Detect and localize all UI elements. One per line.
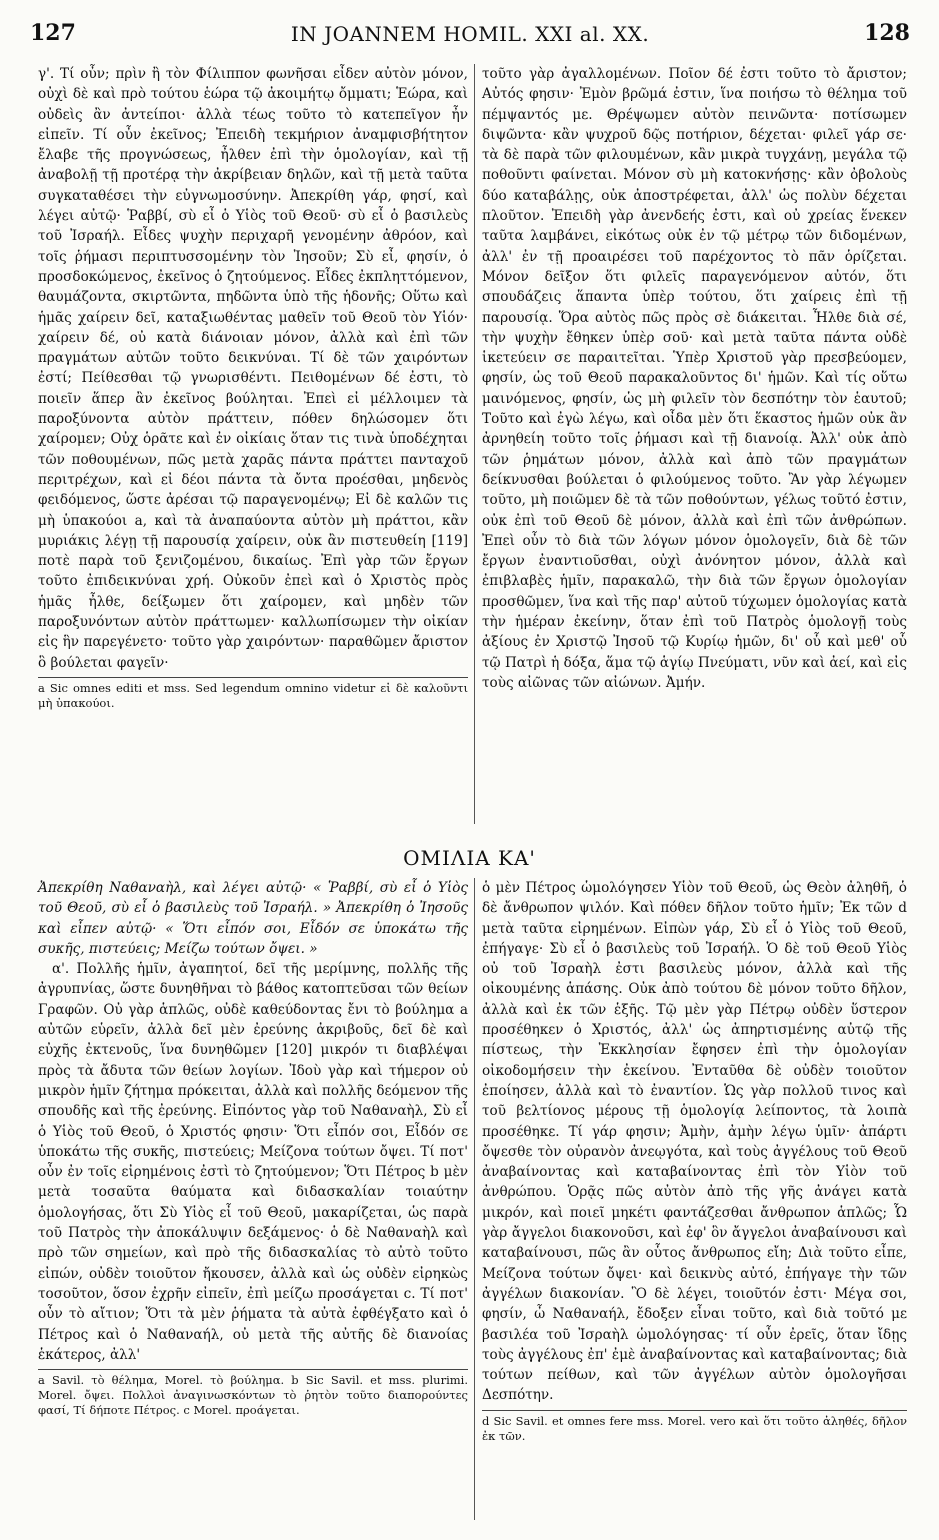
footnote: a Savil. τὸ θέλημα, Morel. τὸ βούλημα. b Sic Savil. et mss. plurimi. Morel. ὄψει. Πολλοὶ ἀναγινωσκόντων τὸ ῥητὸν τοῦτο διαπορούντες φασί, Τί δήποτε Πέτρος. c Morel. προάγεται. <box>38 1373 468 1418</box>
footnote-rule <box>38 1369 468 1370</box>
column-divider-upper <box>474 64 475 824</box>
body-text: α'. Πολλῆς ἡμῖν, ἀγαπητοί, δεῖ τῆς μερίμνης, πολλῆς τῆς ἀγρυπνίας, ὥστε δυνηθῆναι τὸ βάθος κατοπτεῦσαι τῶν θείων Γραφῶν. Οὐ γὰρ ἁπλῶς, οὐδὲ καθεύδοντας ἔνι τὸ βούλημα a αὐτῶν εὑρεῖν, ἀλλὰ δεῖ μὲν ἐρεύνης ἀκριβοῦς, δεῖ δὲ καὶ εὐχῆς ἐκτενοῦς, ἵνα δυνηθῶμεν [120] μικρόν τι διαβλέψαι πρὸς τὰ ἄδυτα τῶν θείων λογίων. Ἰδοὺ γὰρ καὶ τήμερον οὐ μικρὸν ἡμῖν ζήτημα πρόκειται, ἀλλὰ καὶ πολλῆς δεόμενον τῆς σπουδῆς καὶ τῆς ἐρεύνης. Εἰπόντος γὰρ τοῦ Ναθαναὴλ, Σὺ εἶ ὁ Υἱὸς τοῦ Θεοῦ, ὁ Χριστός φησιν· Ὅτι εἶπόν σοι, Εἶδόν σε ὑποκάτω τῆς συκῆς, πιστεύεις; Μείζονα τούτων ὄψει. Τί ποτ' οὖν ἐν τοῖς εἰρημένοις ἐστὶ τὸ ζητούμενον; Ὅτι Πέτρος b μὲν μετὰ τοσαῦτα θαύματα καὶ διδασκαλίαν τοιαύτην ὁμολογήσας, ὅτι Σὺ Υἱὸς εἶ τοῦ Θεοῦ, μακαρίζεται, ὡς παρὰ τοῦ Πατρὸς τὴν ἀποκάλυψιν δεξάμενος· ὁ δὲ Ναθαναὴλ καὶ πρὸ τῶν σημείων, καὶ πρὸ τῆς διδασκαλίας τὸ αὐτὸ τοῦτο εἰπών, οὐδὲν τοιοῦτον ἤκουσεν, ἀλλὰ καὶ ὡς οὐδὲν εἰρηκὼς τοσοῦτον, ὅσον ἐχρῆν εἰπεῖν, ἐπὶ μείζω προσάγεται c. Τί ποτ' οὖν τὸ αἴτιον; Ὅτι τὰ μὲν ῥήματα τὰ αὐτὰ ἐφθέγξατο καὶ ὁ Πέτρος καὶ ὁ Ναθαναήλ, οὐ μετὰ τῆς αὐτῆς δὲ διανοίας ἑκάτερος, ἀλλ' <box>38 961 468 1363</box>
running-header <box>30 20 910 52</box>
column-lower-right <box>482 878 907 1444</box>
footnote: d Sic Savil. et omnes fere mss. Morel. vero καὶ ὅτι τοῦτο ἀληθές, δῆλον ἐκ τῶν. <box>482 1413 907 1443</box>
page-number-left: 127 <box>30 20 76 46</box>
scripture-lemma: Ἀπεκρίθη Ναθαναὴλ, καὶ λέγει αὐτῷ· « Ῥαββί, σὺ εἶ ὁ Υἱὸς τοῦ Θεοῦ, σὺ εἶ ὁ βασιλεὺς τοῦ Ἰσραήλ. » Ἀπεκρίθη ὁ Ἰησοῦς καὶ εἶπεν αὐτῷ· « Ὅτι εἶπόν σοι, Εἶδόν σε ὑποκάτω τῆς συκῆς, πιστεύεις; Μείζω τούτων ὄψει. » <box>38 880 468 957</box>
column-upper-left <box>38 64 468 711</box>
body-text: ὁ μὲν Πέτρος ὡμολόγησεν Υἱὸν τοῦ Θεοῦ, ὡς Θεὸν ἀληθῆ, ὁ δὲ ἄνθρωπον ψιλόν. Καὶ πόθεν δῆλον τοῦτο ἡμῖν; Ἐκ τῶν d μετὰ ταῦτα εἰρημένων. Εἰπὼν γάρ, Σὺ εἶ ὁ Υἱὸς τοῦ Θεοῦ, ἐπήγαγε· Σὺ εἶ ὁ βασιλεὺς τοῦ Ἰσραήλ. Ὁ δὲ τοῦ Θεοῦ Υἱὸς οὐ τοῦ Ἰσραὴλ ἐστι βασιλεὺς μόνον, ἀλλὰ καὶ τῆς οἰκουμένης ἁπάσης. Οὐκ ἀπὸ τούτου δὲ μόνον τοῦτο δῆλον, ἀλλὰ καὶ ἐκ τῶν ἑξῆς. Τῷ μὲν γὰρ Πέτρῳ οὐδὲν ὕστερον προσέθηκεν ὁ Χριστός, ἀλλ' ὡς ἀπηρτισμένης αὐτῷ τῆς πίστεως, τὴν Ἐκκλησίαν ἔφησεν ἐπὶ τὴν ὁμολογίαν οἰκοδομήσειν τὴν ἐκείνου. Ἐνταῦθα δὲ οὐδὲν τοιοῦτον ἐποίησεν, ἀλλὰ καὶ τὸ ἐναντίον. Ὡς γὰρ πολλοῦ τινος καὶ τοῦ βελτίονος μέρους τῇ ὁμολογίᾳ λείποντος, τὰ λοιπὰ προσέθηκε. Τί γάρ φησιν; Ἀμὴν, ἀμὴν λέγω ὑμῖν· ἀπάρτι ὄψεσθε τὸν οὐρανὸν ἀνεῳγότα, καὶ τοὺς ἀγγέλους τοῦ Θεοῦ ἀναβαίνοντας καὶ καταβαίνοντας ἐπὶ τὸν Υἱὸν τοῦ ἀνθρώπου. Ὁρᾷς πῶς αὐτὸν ἀπὸ τῆς γῆς ἀνάγει κατὰ μικρόν, καὶ ποιεῖ μηκέτι φαντάζεσθαι ἄνθρωπον ἁπλῶς; Ὧ γὰρ ἄγγελοι διακονοῦσι, καὶ ἐφ' ὃν ἄγγελοι ἀναβαίνουσι καὶ καταβαίνουσι, πῶς ἂν οὗτος ἄνθρωπος εἴη; Διὰ τοῦτο εἶπε, Μείζονα τούτων ὄψει· καὶ δεικνὺς αὐτό, ἐπήγαγε τὴν τῶν ἀγγέλων διακονίαν. Ὃ δὲ λέγει, τοιοῦτόν ἐστι· Μέγα σοι, φησίν, ὦ Ναθαναήλ, ἔδοξεν εἶναι τοῦτο, καὶ διὰ τοῦτό με βασιλέα τοῦ Ἰσραὴλ ὡμολόγησας· τί οὖν ἐρεῖς, ὅταν ἴδῃς τοὺς ἀγγέλους ἐπ' ἐμὲ ἀναβαίνοντας καὶ καταβαίνοντας; διὰ τούτων πείθων, καὶ τῶν ἀγγέλων αὐτὸν ὁμολογῆσαι Δεσπότην. <box>482 880 907 1404</box>
running-title: IN JOANNEM HOMIL. XXI al. XX. <box>290 22 650 46</box>
footnote: a Sic omnes editi et mss. Sed legendum omnino videtur εἰ δὲ καλοῦντι μὴ ὑπακούοι. <box>38 680 468 710</box>
column-lower-left <box>38 878 468 1418</box>
footnote-rule <box>482 1410 907 1411</box>
body-text: γ'. Τί οὖν; πρὶν ἢ τὸν Φίλιππον φωνῆσαι εἶδεν αὐτὸν μόνον, οὐχὶ δὲ καὶ πρὸ τούτου ἑώρα τῷ ἀκοιμήτῳ ὄμματι; Ἑώρα, καὶ οὐδεὶς ἂν ἀντείποι· ἀλλὰ τέως τοῦτο τὸ κατεπεῖγον ἦν εἰπεῖν. Τί οὖν ἐκεῖνος; Ἐπειδὴ τεκμήριον ἀναμφισβήτητον ἔλαβε τῆς προγνώσεως, ἦλθεν ἐπὶ τὴν ὁμολογίαν, καὶ τῇ ἀναβολῇ τῇ προτέρᾳ τὴν ἀκρίβειαν δηλῶν, καὶ τῇ μετὰ ταῦτα συγκαταθέσει τὴν εὐγνωμοσύνην. Ἀπεκρίθη γάρ, φησί, καὶ λέγει αὐτῷ· Ῥαββί, σὺ εἶ ὁ Υἱὸς τοῦ Θεοῦ· σὺ εἶ ὁ βασιλεὺς τοῦ Ἰσραήλ. Εἶδες ψυχὴν περιχαρῆ γενομένην ἀθρόον, καὶ τοῖς ῥήμασι περιπτυσσομένην τὸν Ἰησοῦν; Σὺ εἶ, φησίν, ὁ προσδοκώμενος, ἐκεῖνος ὁ ζητούμενος. Εἶδες ἐκπληττόμενον, θαυμάζοντα, σκιρτῶντα, πηδῶντα ὑπὸ τῆς ἡδονῆς; Οὕτω καὶ ἡμᾶς χαίρειν δεῖ, καταξιωθέντας μαθεῖν τοῦ Θεοῦ τὸν Υἱόν· χαίρειν δέ, οὐ κατὰ διάνοιαν μόνον, ἀλλὰ καὶ ἐπὶ τῶν πραγμάτων αὐτῶν τοῦτο δεικνύναι. Τί δὲ τῶν χαιρόντων ἐστί; Πείθεσθαι τῷ γνωρισθέντι. Πειθομένων δέ ἐστι, τὸ ποιεῖν ἅπερ ἂν ἐκεῖνος βούληται. Ἐπεὶ εἰ μέλλοιμεν τὰ παροξύνοντα αὐτὸν πράττειν, πόθεν δηλώσομεν ὅτι χαίρομεν; Οὐχ ὁρᾶτε καὶ ἐν οἰκίαις ὅταν τις τινὰ ὑποδέχηται τῶν ποθουμένων, πῶς μετὰ χαρᾶς πάντα πράττει πανταχοῦ περιτρέχων, καὶ εἰ δέοι πάντα τὰ ὄντα προέσθαι, μηδενὸς φειδόμενος, ὥστε ἀρέσαι τῷ παραγενομένῳ; Εἰ δὲ καλῶν τις μὴ ὑπακούοι a, καὶ τὰ ἀναπαύοντα αὐτὸν μὴ πράττοι, κἂν μυριάκις λέγῃ τῇ παρουσίᾳ χαίρειν, οὐκ ἂν πιστευθείη [119] ποτὲ παρὰ τοῦ ξενιζομένου, δικαίως. Ἐπὶ γὰρ τῶν ἔργων τοῦτο ἐπιδεικνύναι χρή. Οὐκοῦν ἐπεὶ καὶ ὁ Χριστὸς πρὸς ἡμᾶς ἦλθε, δείξωμεν ὅτι χαίρομεν, καὶ μηδὲν τῶν παροξυνόντων αὐτὸν πράττωμεν· καλλωπίσωμεν τὴν οἰκίαν εἰς ἣν παρεγένετο· τοῦτο γὰρ χαιρόντων· παραθῶμεν ἄριστον ὃ βούλεται φαγεῖν· <box>38 66 468 671</box>
body-text: τοῦτο γὰρ ἀγαλλομένων. Ποῖον δέ ἐστι τοῦτο τὸ ἄριστον; Αὐτός φησιν· Ἐμὸν βρῶμά ἐστιν, ἵνα ποιήσω τὸ θέλημα τοῦ πέμψαντός με. Θρέψωμεν αὐτὸν πεινῶντα· ποτίσωμεν διψῶντα· κἂν ψυχροῦ δῷς ποτήριον, δέχεται· φιλεῖ γάρ σε· τὰ δὲ παρὰ τῶν φιλουμένων, κἂν μικρὰ τυγχάνῃ, μεγάλα τῷ ποθοῦντι φαίνεται. Μόνον σὺ μὴ κατοκνήσῃς· κἂν ὀβολοὺς δύο καταβάλῃς, οὐκ ἀποστρέφεται, ἀλλ' ὡς πολὺν δέχεται πλοῦτον. Ἐπειδὴ γὰρ ἀνενδεής ἐστι, καὶ οὐ χρείας ἕνεκεν ταῦτα λαμβάνει, εἰκότως οὐκ ἐν τῷ μέτρῳ τῶν διδομένων, ἀλλ' ἐν τῇ προαιρέσει τοῦ παρέχοντος τὸ πᾶν ὁρίζεται. Μόνον δεῖξον ὅτι φιλεῖς παραγενόμενον αὐτόν, ὅτι σπουδάζεις ἅπαντα ὑπὲρ τούτου, ὅτι χαίρεις ἐπὶ τῇ παρουσίᾳ. Ὅρα αὐτὸς πῶς πρὸς σὲ διάκειται. Ἦλθε διὰ σέ, τὴν ψυχὴν ἔθηκεν ὑπὲρ σοῦ· καὶ μετὰ ταῦτα πάντα οὐδὲ ἱκετεύειν σε παραιτεῖται. Ὑπὲρ Χριστοῦ γὰρ πρεσβεύομεν, φησίν, ὡς τοῦ Θεοῦ παρακαλοῦντος δι' ἡμῶν. Καὶ τίς οὕτω μαινόμενος, φησίν, ὡς μὴ φιλεῖν τὸν δεσπότην τὸν ἑαυτοῦ; Τοῦτο καὶ ἐγὼ λέγω, καὶ οἶδα μὲν ὅτι ἕκαστος ἡμῶν οὐκ ἂν ἀρνηθείη τοῦτο τοῖς ῥήμασι καὶ τῇ διανοίᾳ. Ἀλλ' οὐκ ἀπὸ τῶν ῥημάτων μόνον, ἀλλὰ καὶ ἀπὸ τῶν πραγμάτων δείκνυσθαι βούλεται ὁ φιλούμενος τοῦτο. Ἂν γὰρ λέγωμεν τοῦτο, μὴ ποιῶμεν δὲ τὰ τῶν ποθούντων, γέλως τοῦτό ἐστιν, οὐκ ἐπὶ τοῦ Θεοῦ δὲ μόνον, ἀλλὰ καὶ ἐπὶ τῶν ἀνθρώπων. Ἐπεὶ οὖν τὸ διὰ τῶν λόγων μόνον ὁμολογεῖν, διὰ δὲ τῶν ἔργων ἐναντιοῦσθαι, οὐχὶ ἀνόνητον μόνον, ἀλλὰ καὶ ἐπιβλαβὲς ἡμῖν, παρακαλῶ, τὴν διὰ τῶν ἔργων ὁμολογίαν προσθῶμεν, ἵνα καὶ τῆς παρ' αὐτοῦ τύχωμεν ὁμολογίας κατὰ τὴν ἡμέραν ἐκείνην, ὅταν ἐπὶ τοῦ Πατρὸς ὁμολογῇ τοὺς ἀξίους ἐν Χριστῷ Ἰησοῦ τῷ Κυρίῳ ἡμῶν, δι' οὗ καὶ μεθ' οὗ τῷ Πατρὶ ἡ δόξα, ἅμα τῷ ἁγίῳ Πνεύματι, νῦν καὶ ἀεί, καὶ εἰς τοὺς αἰῶνας τῶν αἰώνων. Ἀμήν. <box>482 66 907 691</box>
homily-title: ΟΜΙΛΙΑ ΚΑ' <box>403 846 536 870</box>
column-divider-lower <box>474 878 475 1520</box>
footnote-rule <box>38 677 468 678</box>
column-upper-right <box>482 64 907 693</box>
page-number-right: 128 <box>864 20 910 46</box>
